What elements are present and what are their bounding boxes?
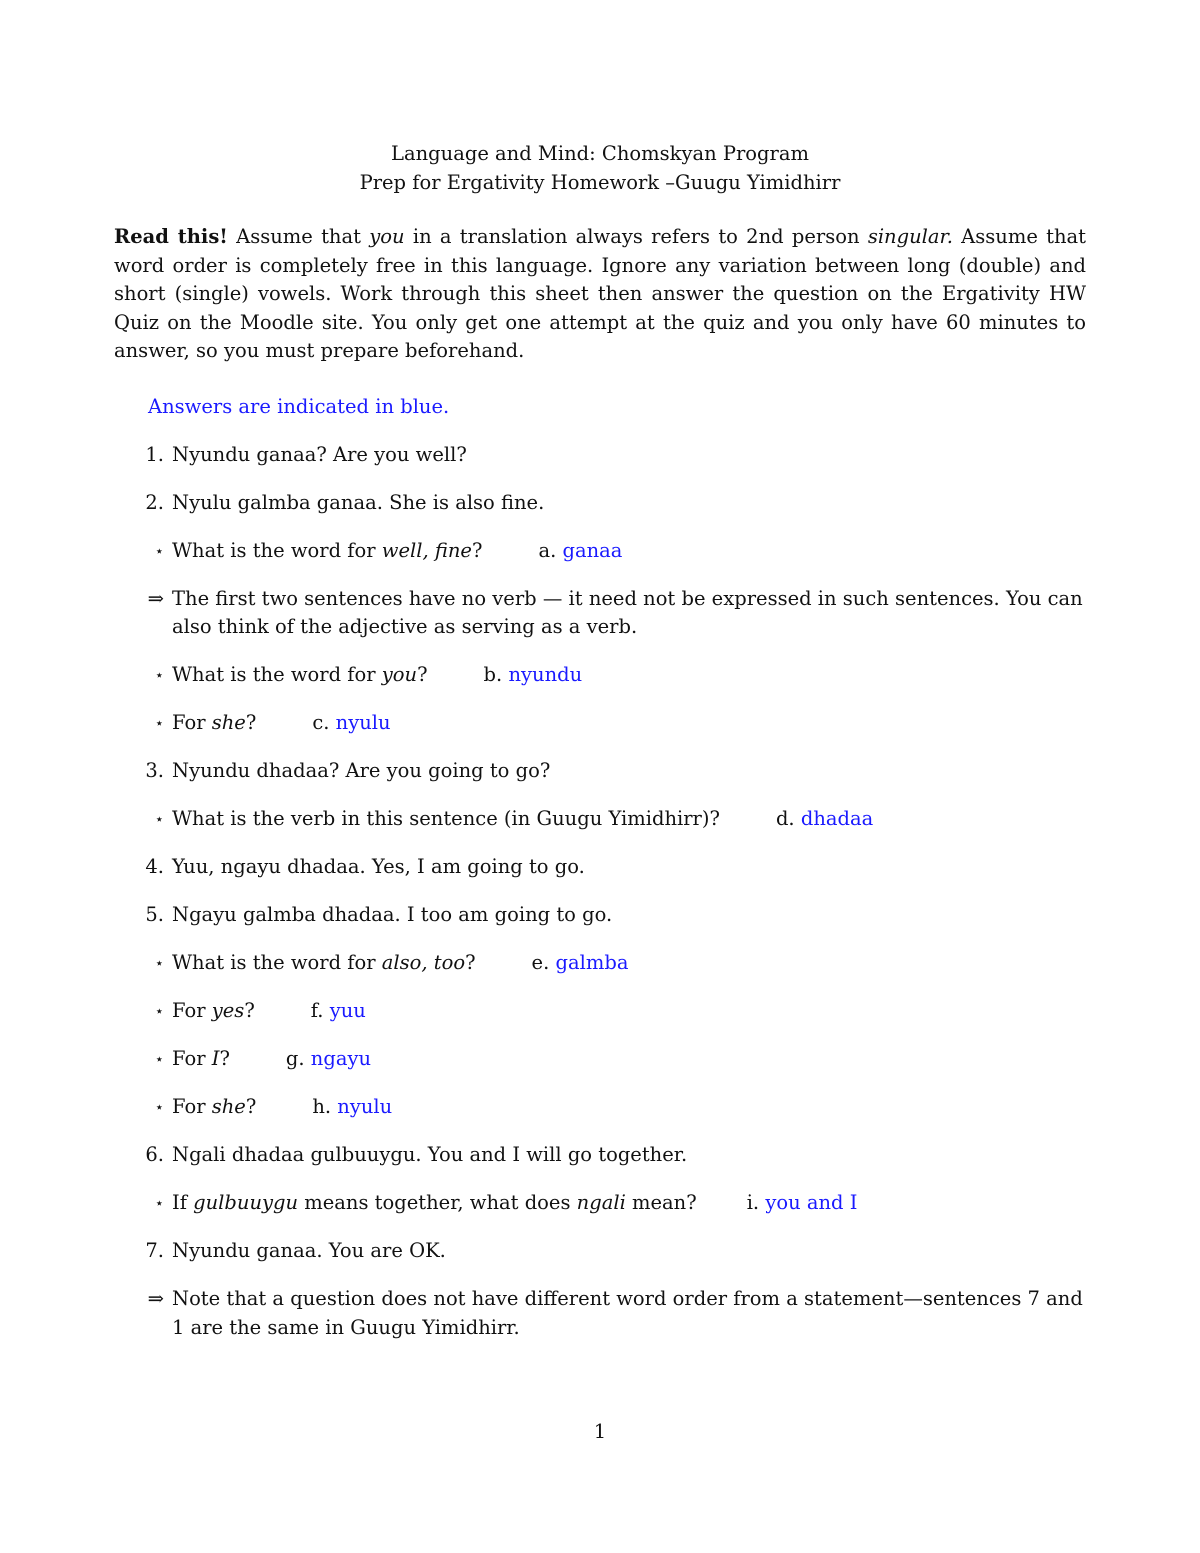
question-end: ? xyxy=(245,1095,257,1118)
question-text-mid: means together, what does xyxy=(298,1191,577,1214)
question-emph: yes xyxy=(211,999,245,1022)
answer-label: c. xyxy=(312,711,330,734)
item-number: 3. xyxy=(145,759,164,782)
question-end: ? xyxy=(417,663,428,686)
sentence-3 xyxy=(114,757,1086,786)
sentence-6 xyxy=(114,1141,1086,1170)
answer-value: ganaa xyxy=(562,538,623,562)
item-number: 7. xyxy=(145,1239,164,1262)
question-end: ? xyxy=(245,711,257,734)
question-end: ? xyxy=(219,1047,230,1070)
intro-emph-you: you xyxy=(369,225,405,248)
question-text: For xyxy=(172,711,212,734)
answers-note: Answers are indicated in blue. xyxy=(148,394,450,418)
star-bullet-icon: ⋆ xyxy=(154,666,164,684)
note-text: Note that a question does not have different word order from a statement—sentences 7 and 1 are the same in Guugu Yimidhirr. xyxy=(172,1287,1083,1339)
star-bullet-icon: ⋆ xyxy=(154,1194,164,1212)
answer-label: a. xyxy=(538,538,557,562)
note-1 xyxy=(114,585,1086,642)
sentence-5 xyxy=(114,901,1086,930)
answer-value: yuu xyxy=(329,999,366,1022)
question-text: For xyxy=(172,1095,212,1118)
question-end: ? xyxy=(465,951,476,974)
question-emph: she xyxy=(211,1095,246,1118)
answer-value: nyulu xyxy=(335,711,391,734)
question-d xyxy=(114,805,1086,834)
intro-text-3: Assume that word order is completely free in this language. Ignore any variation between long (double) and short (single) vowels. Work through this sheet then answer the question on the Ergativity HW Quiz on the Moodle site. You only get one attempt at the quiz and you only have 60 minutes to answer, so you must prepare beforehand. xyxy=(114,225,1086,362)
note-2 xyxy=(114,1285,1086,1342)
question-a xyxy=(114,537,1086,566)
question-emph: I xyxy=(211,1047,220,1070)
question-b xyxy=(114,661,1086,690)
answer-value: galmba xyxy=(555,951,629,974)
star-bullet-icon: ⋆ xyxy=(154,541,164,560)
question-text: What is the word for xyxy=(172,538,382,562)
question-f xyxy=(114,997,1086,1026)
item-number: 5. xyxy=(145,903,164,926)
sentence-text: Nyundu ganaa. You are OK. xyxy=(172,1239,446,1262)
note-text: The first two sentences have no verb — it need not be expressed in such sentences. You can also think of the adjective as serving as a verb. xyxy=(172,586,1083,638)
question-emph: also, too xyxy=(381,951,466,974)
item-number: 1. xyxy=(145,442,164,466)
sentence-text: Ngayu galmba dhadaa. I too am going to go. xyxy=(172,903,613,926)
answer-label: i. xyxy=(746,1191,760,1214)
question-h xyxy=(114,1093,1086,1122)
question-emph-2: ngali xyxy=(576,1191,626,1214)
question-i xyxy=(114,1189,1086,1218)
answer-label: g. xyxy=(285,1047,305,1070)
question-e xyxy=(114,949,1086,978)
question-end: ? xyxy=(471,538,483,562)
star-bullet-icon: ⋆ xyxy=(154,714,164,732)
item-number: 4. xyxy=(145,855,164,878)
answer-value: dhadaa xyxy=(800,807,874,830)
answer-value: nyundu xyxy=(508,663,583,686)
star-bullet-icon: ⋆ xyxy=(154,1050,164,1068)
sentence-2 xyxy=(114,489,1086,518)
page-number: 1 xyxy=(593,1420,607,1443)
intro-paragraph xyxy=(114,223,1086,366)
question-text: For xyxy=(172,1047,212,1070)
answer-label: e. xyxy=(531,951,550,974)
question-end: mean? xyxy=(625,1191,697,1214)
answer-label: d. xyxy=(775,807,795,830)
sentence-4 xyxy=(114,853,1086,882)
question-text: What is the verb in this sentence (in Guugu Yimidhirr)? xyxy=(172,807,720,830)
answer-label: f. xyxy=(310,999,324,1022)
arrow-bullet-icon: ⇒ xyxy=(147,586,164,610)
sentence-text: Yuu, ngayu dhadaa. Yes, I am going to go. xyxy=(172,855,585,878)
star-bullet-icon: ⋆ xyxy=(154,810,164,828)
star-bullet-icon: ⋆ xyxy=(154,1002,164,1020)
question-end: ? xyxy=(244,999,255,1022)
sentence-text: Ngali dhadaa gulbuuygu. You and I will go together. xyxy=(172,1143,688,1166)
sentence-1 xyxy=(114,441,1086,470)
question-emph: well, fine xyxy=(381,538,472,562)
star-bullet-icon: ⋆ xyxy=(154,1098,164,1116)
answer-label: b. xyxy=(483,663,503,686)
answer-value: ngayu xyxy=(310,1047,372,1070)
question-emph: gulbuuygu xyxy=(193,1191,299,1214)
question-text: If xyxy=(172,1191,194,1214)
sentence-text: Nyundu dhadaa? Are you going to go? xyxy=(172,759,551,782)
answer-value: you and I xyxy=(765,1191,858,1214)
sentence-text: Nyundu ganaa? Are you well? xyxy=(172,442,467,466)
page-title: Language and Mind: Chomskyan Program xyxy=(391,142,809,165)
page-subtitle: Prep for Ergativity Homework –Guugu Yimidhirr xyxy=(359,170,841,194)
arrow-bullet-icon: ⇒ xyxy=(147,1287,164,1310)
question-c xyxy=(114,709,1086,738)
answer-label: h. xyxy=(312,1095,332,1118)
item-number: 6. xyxy=(145,1143,164,1166)
intro-emph-singular: singular. xyxy=(867,225,953,248)
question-emph: you xyxy=(381,663,418,686)
question-emph: she xyxy=(211,711,246,734)
sentence-7 xyxy=(114,1237,1086,1266)
question-text: What is the word for xyxy=(172,951,382,974)
answer-value: nyulu xyxy=(337,1095,393,1118)
sentence-text: Nyulu galmba ganaa. She is also fine. xyxy=(172,490,545,514)
intro-text-1: Assume that xyxy=(227,225,370,248)
star-bullet-icon: ⋆ xyxy=(154,954,164,972)
question-text: For xyxy=(172,999,212,1022)
question-text: What is the word for xyxy=(172,663,382,686)
question-g xyxy=(114,1045,1086,1074)
item-number: 2. xyxy=(145,490,164,514)
intro-lead: Read this! xyxy=(114,225,228,248)
intro-text-2: in a translation always refers to 2nd person xyxy=(404,225,868,248)
document-page xyxy=(114,140,1086,1342)
